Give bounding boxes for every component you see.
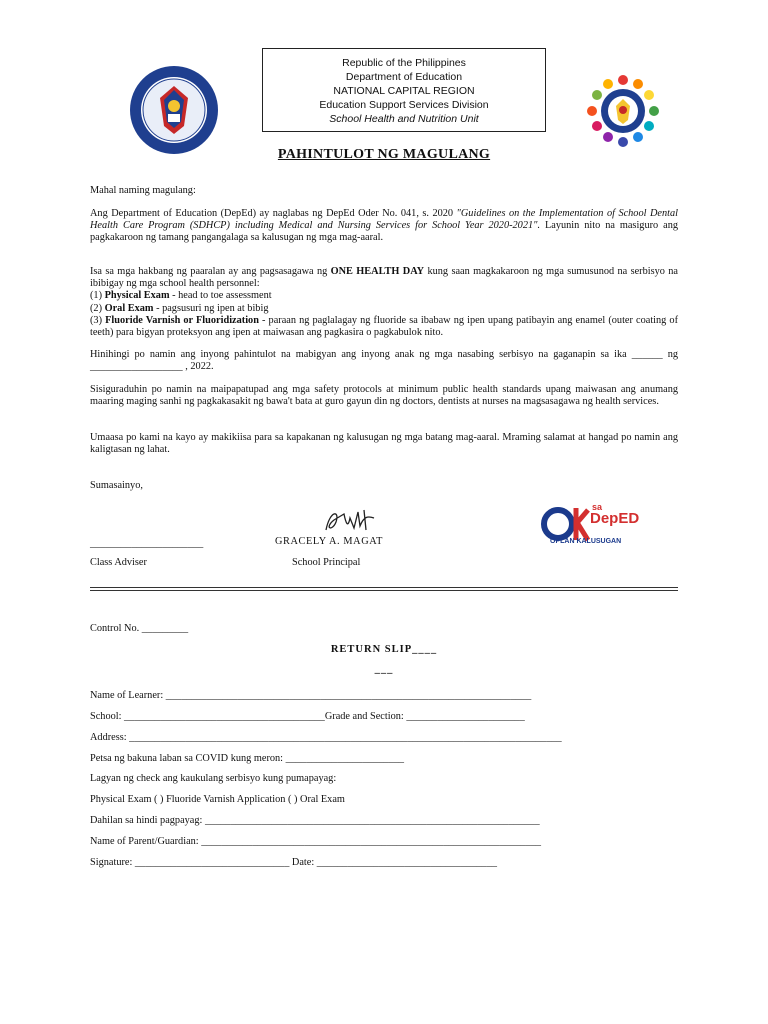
header-box [262,48,546,132]
closing: Sumasainyo, [90,480,143,491]
check-instruction: Lagyan ng check ang kaukulang serbisyo kung pumapayag: [90,773,337,784]
salutation: Mahal naming magulang: [90,185,196,196]
field-address[interactable]: Address: ____________________________________________________________________________________ [90,732,562,743]
paragraph-2 [90,266,678,339]
paragraph-1-text-a: Ang Department of Education (DepEd) ay naglabas ng DepEd Oder No. 041, s. 2020 [90,208,457,219]
divider-bottom [90,590,678,591]
item-2-bold: Oral Exam [104,302,154,314]
item-1-num: (1) [90,290,105,302]
paragraph-4: Sisiguraduhin po namin na maipapatupad ang mga safety protocols at minimum public health standards upang maiwasan ang anumang maaring maging sanhi ng pagkakasakit ng bawa't bata at guro gayun din ng doctors, dentists at nurses na magsasagawa ng health services. [90,384,678,408]
principal-signature [320,504,380,536]
field-school-grade[interactable]: School: _______________________________________Grade and Section: _______________________ [90,711,525,722]
return-slip-title: RETURN SLIP____ [330,644,438,655]
principal-name: GRACELY A. MAGAT [275,536,384,547]
item-2-num: (2) [90,302,105,314]
field-reason[interactable]: Dahilan sa hindi pagpayag: _________________________________________________________________ [90,815,540,826]
school-health-nutrition-logo [586,74,660,148]
field-learner-name[interactable]: Name of Learner: _______________________________________________________________________ [90,690,532,701]
paragraph-2-bold: ONE HEALTH DAY [330,266,425,277]
header-line-republic: Republic of the Philippines [342,57,466,69]
ok-logo-sa: sa [592,502,603,512]
field-signature-date[interactable]: Signature: ______________________________ Date: ___________________________________ [90,857,497,868]
ok-logo-oplan: OPLAN KALUSUGAN [550,538,622,545]
item-1-text: - head to toe assessment [169,290,272,302]
divider-top [90,587,678,588]
item-3-bold: Fluoride Varnish or Fluoridization [105,314,259,326]
paragraph-1 [90,208,678,245]
item-2-text: - pagsusuri ng ipen at bibig [153,302,269,314]
field-parent-name[interactable]: Name of Parent/Guardian: __________________________________________________________________ [90,836,542,847]
paragraph-2-text-a: Isa sa mga hakbang ng paaralan ay ang pagsasagawa ng [90,266,331,277]
paragraph-1-italic: "Guidelines on the Implementation of School Dental Health Care Program (SDHCP) including Medical and Nursing Services for School Year 2020-2021". [90,208,678,232]
page-title: PAHINTULOT NG MAGULANG [277,147,491,162]
deped-seal-logo [128,64,220,156]
header-line-division: Education Support Services Division [319,99,489,111]
item-3-num: (3) [90,314,106,326]
paragraph-3: Hinihingi po namin ang inyong pahintulot na mabigyan ang inyong anak ng mga nasabing serbisyo na gaganapin sa ika ______ ng __________________ , 2022. [90,349,678,373]
principal-label: School Principal [292,557,361,568]
paragraph-2-text-b: kung saan magkakaroon ng mga sumusunod na serbisyo na ibibigay ng mga school health personnel: [90,266,679,290]
header-line-unit: School Health and Nutrition Unit [329,113,479,125]
ok-logo-deped: DepED [590,510,640,527]
paragraph-5: Umaasa po kami na kayo ay makikiisa para sa kapakanan ng kalusugan ng mga batang mag-aaral. Mraming salamat at hangad po namin ang kaligtasan ng lahat. [90,432,678,456]
return-slip-title-underline: ___ [374,664,394,675]
adviser-label: Class Adviser [90,557,147,568]
paragraph-1-text-b: Layunin nito na masiguro ang pagkakaroon ng tamang pangangalaga sa kalusugan ng mga mag-aaral. [90,220,678,244]
ok-sa-deped-logo [540,500,650,550]
control-number: Control No. _________ [90,623,189,634]
services-checkboxes[interactable]: Physical Exam ( ) Fluoride Varnish Application ( ) Oral Exam [90,794,345,805]
header-line-deped: Department of Education [345,71,463,83]
item-1-bold: Physical Exam [104,290,170,302]
header-line-region: NATIONAL CAPITAL REGION [333,85,475,97]
field-covid-vaccine-date[interactable]: Petsa ng bakuna laban sa COVID kung meron: _______________________ [90,753,405,764]
item-3-text: - paraan ng paglalagay ng fluoride sa ibabaw ng ipen upang patibayin ang enamel (outer coating of teeth) para bigyan proteksyon ang ipen at maiwasan ang pagkasira o pagkabulok nito. [90,314,678,339]
adviser-signature-line: ______________________ [90,538,204,549]
